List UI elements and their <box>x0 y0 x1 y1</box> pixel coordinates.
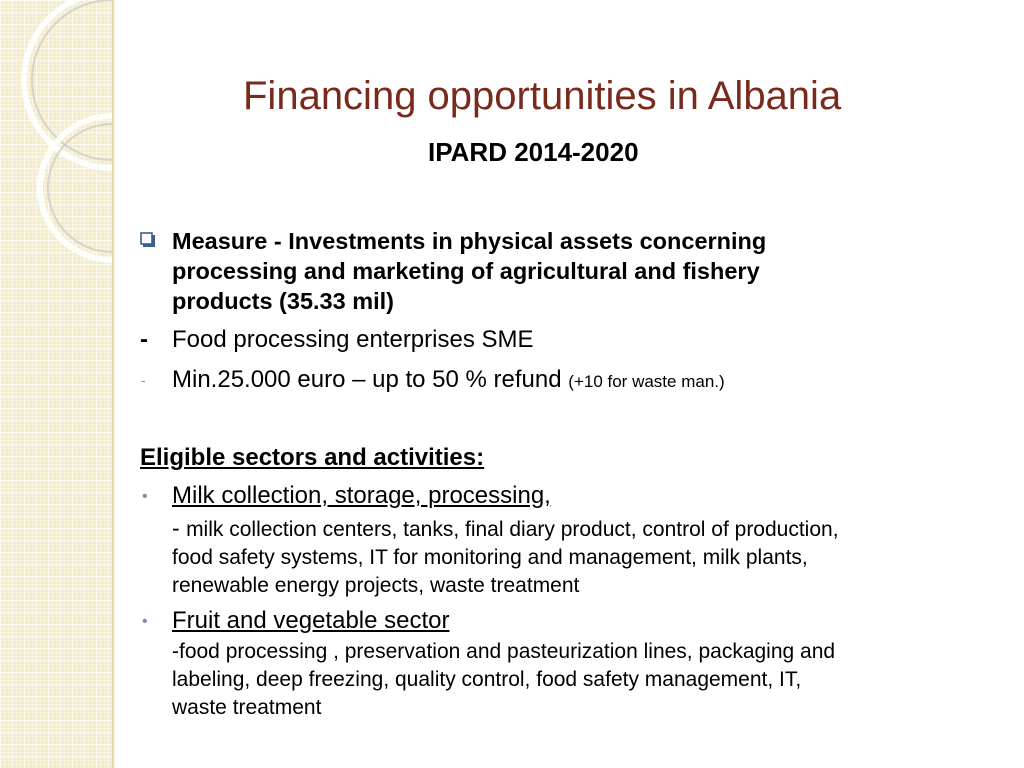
detail-line: waste treatment <box>172 696 322 719</box>
detail-line: renewable energy projects, waste treatment <box>172 574 580 597</box>
eligible-heading: Eligible sectors and activities: <box>140 444 485 471</box>
checkbox-square-icon <box>140 232 156 248</box>
sector-details <box>172 514 839 600</box>
measure-line: products (35.33 mil) <box>172 288 394 314</box>
food-line-text: Food processing enterprises SME <box>172 326 534 353</box>
min-line-text: Min.25.000 euro – up to 50 % refund <box>172 366 569 393</box>
min-line-note: (+10 for waste man.) <box>568 372 725 391</box>
slide-subtitle: IPARD 2014-2020 <box>428 137 639 167</box>
decorative-arcs-icon <box>0 0 114 768</box>
detail-line: -food processing , preservation and pasteurization lines, packaging and <box>172 640 836 663</box>
measure-line: Measure - Investments in physical assets concerning <box>172 228 767 254</box>
min-line <box>172 366 725 394</box>
food-line-dash: - <box>140 326 148 353</box>
decorative-side-panel <box>0 0 114 768</box>
detail-line: milk collection centers, tanks, final diary product, control of production, <box>186 518 839 541</box>
sector-details <box>172 638 835 722</box>
bullet-icon: • <box>142 488 148 505</box>
side-panel-edge <box>112 0 115 768</box>
measure-line: processing and marketing of agricultural and fishery <box>172 258 760 284</box>
bullet-icon: • <box>142 613 148 630</box>
detail-line: labeling, deep freezing, quality control, food safety management, IT, <box>172 668 802 691</box>
measure-text <box>172 226 766 316</box>
slide-title: Financing opportunities in Albania <box>243 74 842 118</box>
detail-line: food safety systems, IT for monitoring and management, milk plants, <box>172 546 808 569</box>
sector-heading: Milk collection, storage, processing, <box>172 482 551 509</box>
sector-heading: Fruit and vegetable sector <box>172 607 450 634</box>
detail-dash: - <box>172 515 187 541</box>
min-line-dash: - <box>141 372 146 388</box>
